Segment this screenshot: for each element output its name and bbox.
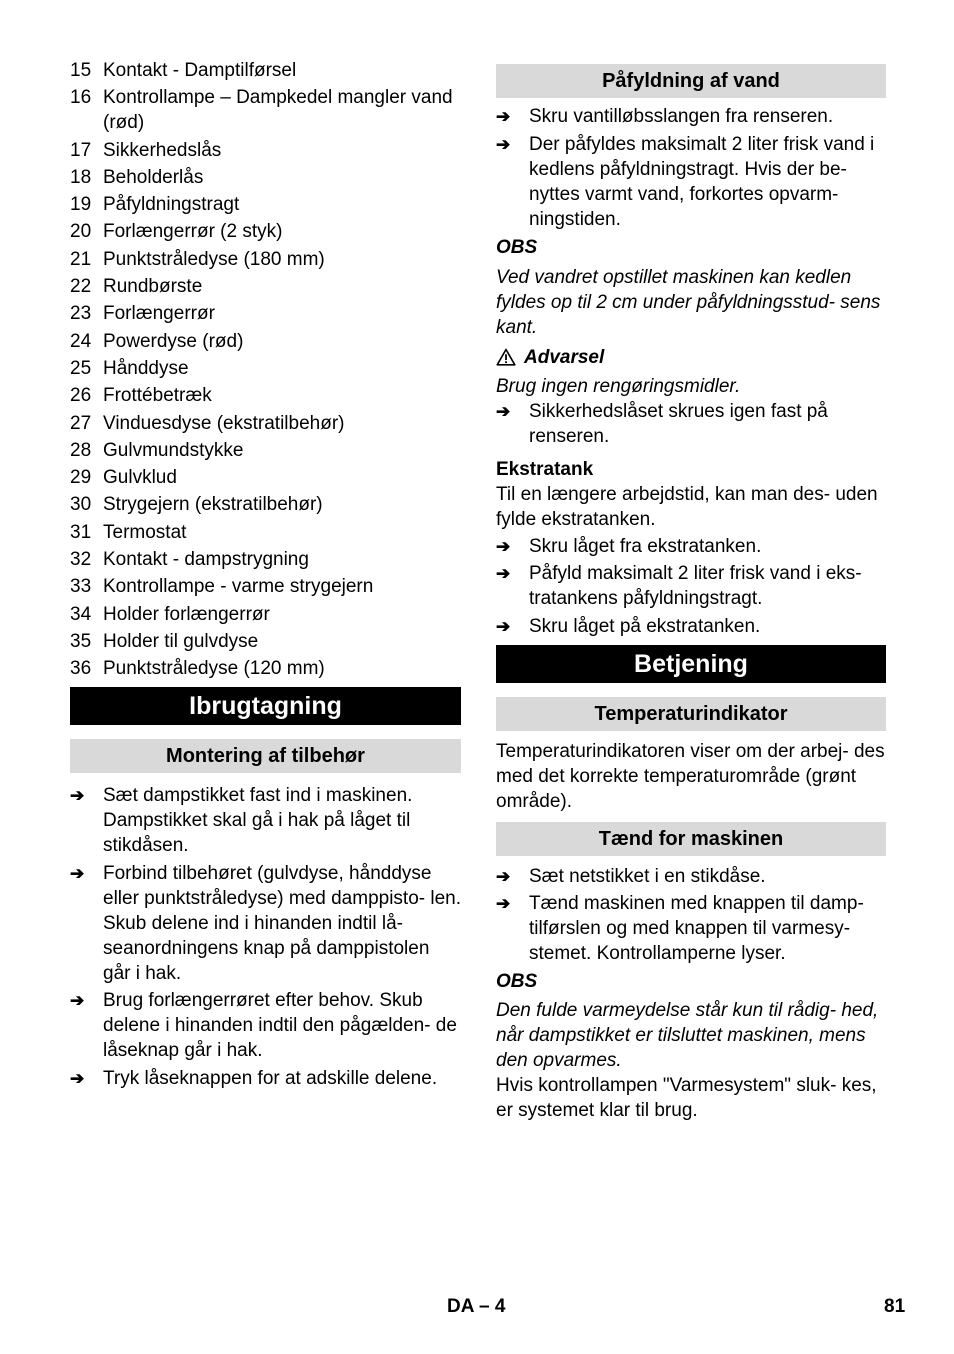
heading-ekstratank: Ekstratank [496,458,594,480]
parts-list [70,58,461,681]
subsection-title-temperaturindikator: Temperaturindikator [496,697,886,731]
arrow-right-icon: ➔ [496,866,511,886]
warning-label: Advarsel [524,346,605,368]
arrow-right-icon: ➔ [496,536,511,556]
list-item: 21 Punktstråledyse (180 mm) [70,248,325,270]
paragraph: Temperaturindikatoren viser om der arbej- des med det korrekte temperaturområde (grønt område). [496,740,885,812]
list-item: 35 Holder til gulvdyse [70,630,259,652]
list-item: 32 Kontakt - dampstrygning [70,549,309,571]
subsection-title-pafyldning: Påfyldning af vand [496,64,886,98]
list-item: 30 Strygejern (ekstratilbehør) [70,494,323,516]
list-item: 22 Rundbørste [70,276,203,298]
list-item: 27 Vinduesdyse (ekstratilbehør) [70,412,345,434]
right-column [496,58,886,1123]
list-item: 16 Kontrollampe – Dampkedel mangler vand (rød) [70,87,453,134]
list-item: 36 Punktstråledyse (120 mm) [70,658,325,680]
arrow-right-icon: ➔ [70,1068,85,1088]
list-item: ➔ Skru vantilløbsslangen fra renseren. [496,106,834,127]
arrow-right-icon: ➔ [496,564,511,583]
arrow-right-icon: ➔ [496,107,511,126]
list-item: 33 Kontrollampe - varme strygejern [70,576,374,598]
warning-text: Brug ingen rengøringsmidler. [496,375,741,397]
arrow-right-icon: ➔ [70,786,85,806]
list-item: 17 Sikkerhedslås [70,139,222,161]
note-label: OBS [496,236,538,258]
arrow-right-icon: ➔ [70,863,85,883]
list-item: 20 Forlængerrør (2 styk) [70,221,283,243]
page-number: 81 [884,1296,906,1317]
list-item: ➔ Sikkerhedslåset skrues igen fast på renseren. [496,400,828,447]
list-item: 34 Holder forlængerrør [70,603,270,625]
warning-triangle-icon [496,348,516,366]
list-item: ➔ Skru låget fra ekstratanken. [496,535,762,557]
list-item: 24 Powerdyse (rød) [70,330,244,352]
subsection-title-taend: Tænd for maskinen [496,822,886,856]
note-text: Ved vandret opstillet maskinen kan kedlen fyldes op til 2 cm under påfyldningsstud- sens kant. [496,266,881,338]
subsection-title-montering: Montering af tilbehør [70,739,461,773]
list-item: ➔ Sæt dampstikket fast ind i maskinen. Dampstikket skal gå i hak på låget til stikdåsen. [70,785,413,857]
list-item: 29 Gulvklud [70,467,177,489]
note-text: Den fulde varmeydelse står kun til rådig- hed, når dampstikket er tilsluttet maskinen, mens den opvarmes. [496,1000,879,1071]
left-column [70,58,461,1093]
list-item: 25 Hånddyse [70,357,189,379]
footer-language-page: DA – 4 [447,1296,506,1317]
arrow-right-icon: ➔ [496,401,511,421]
note-label: OBS [496,971,538,992]
list-item: 28 Gulvmundstykke [70,439,244,461]
list-item: ➔ Sæt netstikket i en stikdåse. [496,865,766,887]
list-item: 26 Frottébetræk [70,385,212,407]
list-item: 18 Beholderlås [70,166,204,188]
section-title-betjening: Betjening [496,645,886,683]
list-item: ➔ Brug forlængerrøret efter behov. Skub delene i hinanden indtil den pågælden- de låseknap går i hak. [70,990,457,1062]
arrow-right-icon: ➔ [496,894,511,913]
arrow-right-icon: ➔ [70,991,85,1011]
section-title-ibrugtagning: Ibrugtagning [70,687,461,725]
list-item: ➔ Tænd maskinen med knappen til damp- tilførslen og med knappen til varmesy- stemet. Kontrollamperne lyser. [496,893,864,964]
list-item: 15 Kontakt - Damptilførsel [70,60,297,81]
list-item: ➔ Tryk låseknappen for at adskille delene. [70,1067,438,1089]
arrow-right-icon: ➔ [496,616,511,636]
list-item: ➔ Forbind tilbehøret (gulvdyse, hånddyse eller punktstråledyse) med damppisto- len. Skub delene ind i hinanden indtil lå- seanordningens knap på damppistolen går i hak. [70,862,462,984]
list-item: 19 Påfyldningstragt [70,194,240,216]
warning-heading [496,345,886,370]
list-item: ➔ Der påfyldes maksimalt 2 liter frisk vand i kedlens påfyldningstragt. Hvis der be- nyttes varmt vand, forkortes opvarm- ningstiden. [496,133,875,230]
paragraph: Hvis kontrollampen "Varmesystem" sluk- kes, er systemet klar til brug. [496,1075,877,1121]
list-item: ➔ Påfyld maksimalt 2 liter frisk vand i eks- tratankens påfyldningstragt. [496,563,862,609]
list-item: ➔ Skru låget på ekstratanken. [496,615,761,637]
list-item: 31 Termostat [70,521,187,543]
montering-steps [70,783,461,1091]
arrow-right-icon: ➔ [496,134,511,154]
paragraph: Til en længere arbejdstid, kan man des- uden fylde ekstratanken. [496,483,878,530]
list-item: 23 Forlængerrør [70,303,215,325]
